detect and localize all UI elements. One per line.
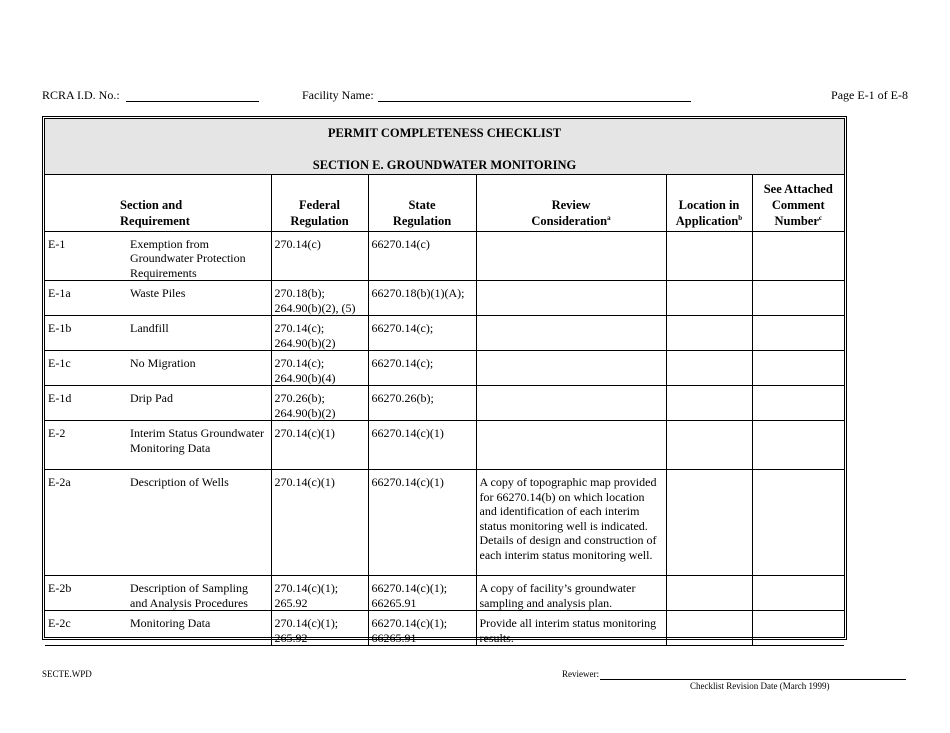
location-cell[interactable] [666,611,752,646]
row-requirement: Drip Pad [130,391,173,405]
location-cell[interactable] [666,470,752,576]
federal-cell [271,231,368,281]
row-id: E-1b [48,321,72,335]
row-id: E-2a [48,475,71,489]
col-header-location-line2: Application [675,213,739,228]
row-requirement: Waste Piles [130,286,186,300]
state-regulation: 66270.26(b); [371,391,434,405]
table-row [45,351,844,386]
row-id: E-1 [48,236,66,251]
row-requirement: No Migration [130,356,196,370]
rcra-id-label: RCRA I.D. No.: [42,88,120,102]
section-cell [45,611,271,646]
review-cell [476,386,666,421]
state-regulation: 66270.14(c)(1) [371,426,444,440]
col-header-comment [752,175,844,231]
review-consideration: A copy of facility’s groundwater sampling and analysis plan. [479,581,636,610]
table-row [45,231,844,281]
table-row [45,611,844,646]
state-regulation: 66270.18(b)(1)(A); [371,286,465,300]
col-header-location [666,175,752,231]
revision-date: Checklist Revision Date (March 1999) [690,681,830,691]
review-cell [476,231,666,281]
location-cell[interactable] [666,421,752,470]
comment-cell[interactable] [752,316,844,351]
review-cell [476,316,666,351]
table-row [45,421,844,470]
page-number: Page E-1 of E-8 [831,88,908,102]
state-cell [368,611,476,646]
location-cell[interactable] [666,281,752,316]
federal-regulation: 270.14(c)(1); 265.92 [274,616,339,645]
row-id: E-2 [48,426,66,440]
state-cell [368,281,476,316]
location-cell[interactable] [666,351,752,386]
section-cell [45,281,271,316]
reviewer-signature-line [600,679,906,680]
federal-regulation: 270.14(c); 264.90(b)(4) [274,356,336,385]
federal-regulation: 270.14(c) [274,236,321,251]
col-header-state [368,175,476,231]
col-header-review-line1: Review [551,197,591,212]
location-cell[interactable] [666,231,752,281]
file-name: SECTE.WPD [42,669,92,679]
col-header-state-line2: Regulation [392,213,452,228]
comment-cell[interactable] [752,281,844,316]
row-id: E-1d [48,391,72,405]
federal-regulation: 270.26(b); 264.90(b)(2) [274,391,336,420]
section-cell [45,576,271,611]
review-cell [476,470,666,576]
section-cell [45,386,271,421]
col-header-federal-line1: Federal [299,197,340,212]
location-cell[interactable] [666,386,752,421]
section-cell [45,231,271,281]
col-header-comment-line2: Comment [771,197,825,212]
federal-cell [271,351,368,386]
table-row [45,576,844,611]
federal-cell [271,421,368,470]
col-header-comment-line1: See Attached [763,181,833,196]
section-title: SECTION E. GROUNDWATER MONITORING [312,158,577,172]
header-row [45,175,844,231]
state-regulation: 66270.14(c); [371,356,434,370]
state-cell [368,351,476,386]
section-cell [45,421,271,470]
row-id: E-2c [48,616,71,630]
state-cell [368,470,476,576]
col-header-section-line1: Section and [120,197,183,212]
review-cell [476,351,666,386]
state-regulation: 66270.14(c)(1) [371,475,444,489]
federal-regulation: 270.14(c); 264.90(b)(2) [274,321,336,350]
federal-cell [271,611,368,646]
row-id: E-2b [48,581,72,595]
table-row [45,386,844,421]
col-header-location-line1: Location in [678,197,740,212]
row-requirement: Exemption from Groundwater Protection Requirements [130,236,246,280]
facility-name-label: Facility Name: [302,88,374,102]
row-requirement: Landfill [130,321,169,335]
federal-regulation: 270.18(b); 264.90(b)(2), (5) [274,286,356,315]
col-header-federal-line2: Regulation [290,213,349,228]
facility-name-blank [378,101,691,102]
state-cell [368,386,476,421]
review-cell [476,421,666,470]
table-row [45,470,844,576]
location-cell[interactable] [666,316,752,351]
table-row [45,316,844,351]
review-cell [476,281,666,316]
footnote-c: c [818,213,823,222]
row-id: E-1a [48,286,71,300]
title-block [45,119,844,175]
table-row [45,281,844,316]
reviewer-label: Reviewer: [562,669,599,679]
col-header-section [45,175,271,231]
section-cell [45,470,271,576]
col-header-comment-line3: Number [774,213,819,228]
col-header-review [476,175,666,231]
section-cell [45,351,271,386]
comment-cell[interactable] [752,386,844,421]
rcra-id-blank [126,101,259,102]
col-header-state-line1: State [408,197,436,212]
state-regulation: 66270.14(c); [371,321,434,335]
section-cell [45,316,271,351]
state-regulation: 66270.14(c)(1); 66265.91 [371,616,448,645]
comment-cell[interactable] [752,611,844,646]
federal-regulation: 270.14(c)(1) [274,475,335,489]
footnote-a: a [607,213,611,222]
federal-cell [271,576,368,611]
state-cell [368,421,476,470]
comment-cell[interactable] [752,351,844,386]
review-consideration: A copy of topographic map provided for 66270.14(b) on which location and identification of each interim status monitoring well is indicated. Details of design and construction of each interim status monitoring well. [479,475,657,562]
checklist-title: PERMIT COMPLETENESS CHECKLIST [327,126,562,140]
comment-cell[interactable] [752,470,844,576]
review-consideration: Provide all interim status monitoring results. [479,616,657,645]
footnote-b: b [738,213,743,222]
col-header-section-line2: Requirement [120,213,190,228]
comment-cell[interactable] [752,576,844,611]
checklist-frame [42,116,847,645]
review-cell [476,611,666,646]
comment-cell[interactable] [752,231,844,281]
state-regulation: 66270.14(c) [371,236,430,251]
state-regulation: 66270.14(c)(1); 66265.91 [371,581,448,610]
comment-cell[interactable] [752,421,844,470]
federal-cell [271,470,368,576]
state-cell [368,231,476,281]
federal-cell [271,316,368,351]
col-header-review-line2: Consideration [531,213,608,228]
state-cell [368,316,476,351]
row-requirement: Description of Wells [130,475,229,489]
federal-regulation: 270.14(c)(1); 265.92 [274,581,339,610]
location-cell[interactable] [666,576,752,611]
state-cell [368,576,476,611]
row-requirement: Monitoring Data [130,616,211,630]
review-cell [476,576,666,611]
row-requirement: Interim Status Groundwater Monitoring Data [130,426,264,455]
document-header [42,88,908,104]
col-header-federal [271,175,368,231]
row-requirement: Description of Sampling and Analysis Procedures [130,581,248,610]
federal-cell [271,386,368,421]
row-id: E-1c [48,356,71,370]
checklist-table [45,175,844,646]
federal-cell [271,281,368,316]
federal-regulation: 270.14(c)(1) [274,426,335,440]
